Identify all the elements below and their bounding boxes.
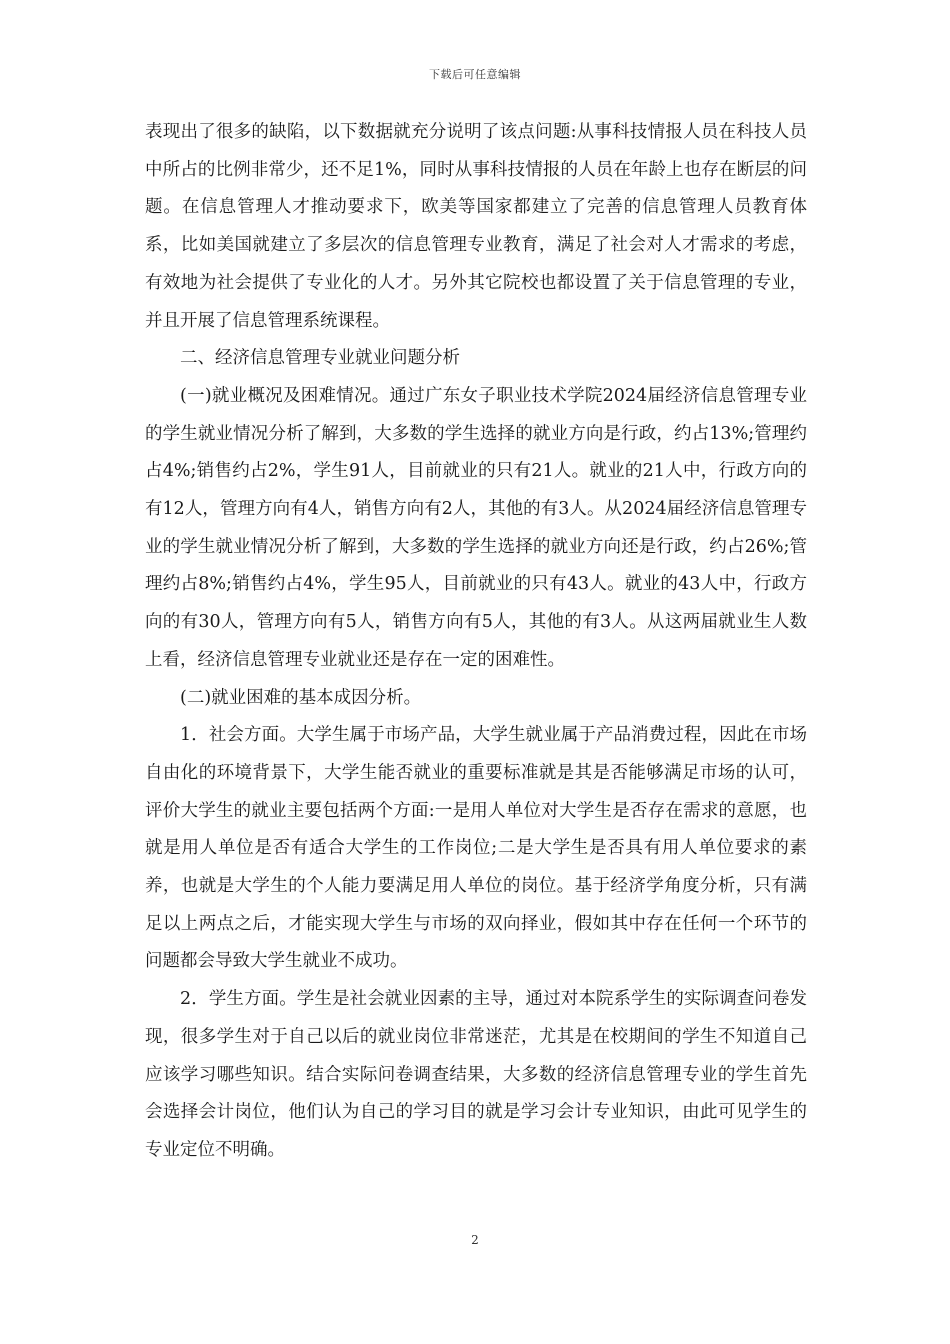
document-body: [145, 114, 807, 1170]
paragraph: (一)就业概况及困难情况。通过广东女子职业技术学院2024届经济信息管理专业的学生就业情况分析了解到，大多数的学生选择的就业方向是行政，约占13%;管理约占4%;销售约占2%，学生91人，目前就业的只有21人。就业的21人中，行政方向的有12人，管理方向有4人，销售方向有2人，其他的有3人。从2024届经济信息管理专业的学生就业情况分析了解到，大多数的学生选择的就业方向还是行政，约占26%;管理约占8%;销售约占4%，学生95人，目前就业的只有43人。就业的43人中，行政方向的有30人，管理方向有5人，销售方向有5人，其他的有3人。从这两届就业生人数上看，经济信息管理专业就业还是存在一定的困难性。: [145, 385, 807, 670]
paragraph: 2．学生方面。学生是社会就业因素的主导，通过对本院系学生的实际调查问卷发现，很多学生对于自己以后的就业岗位非常迷茫，尤其是在校期间的学生不知道自己应该学习哪些知识。结合实际问卷调查结果，大多数的经济信息管理专业的学生首先会选择会计岗位，他们认为自己的学习目的就是学习会计专业知识，由此可见学生的专业定位不明确。: [145, 989, 807, 1160]
section-heading: 二、经济信息管理专业就业问题分析: [180, 348, 460, 369]
page-header: 下载后可任意编辑: [429, 68, 521, 81]
page-number: 2: [471, 1233, 479, 1247]
paragraph: 1．社会方面。大学生属于市场产品，大学生就业属于产品消费过程，因此在市场自由化的环境背景下，大学生能否就业的重要标准就是其是否能够满足市场的认可，评价大学生的就业主要包括两个方面:一是用人单位对大学生是否存在需求的意愿，也就是用人单位是否有适合大学生的工作岗位;二是大学生是否具有用人单位要求的素养，也就是大学生的个人能力要满足用人单位的岗位。基于经济学角度分析，只有满足以上两点之后，才能实现大学生与市场的双向择业，假如其中存在任何一个环节的问题都会导致大学生就业不成功。: [145, 725, 807, 972]
paragraph: 表现出了很多的缺陷，以下数据就充分说明了该点问题:从事科技情报人员在科技人员中所占的比例非常少，还不足1%，同时从事科技情报的人员在年龄上也存在断层的问题。在信息管理人才推动要求下，欧美等国家都建立了完善的信息管理人员教育体系，比如美国就建立了多层次的信息管理专业教育，满足了社会对人才需求的考虑，有效地为社会提供了专业化的人才。另外其它院校也都设置了关于信息管理的专业，并且开展了信息管理系统课程。: [145, 122, 807, 331]
subsection-heading: (二)就业困难的基本成因分析。: [180, 687, 422, 708]
